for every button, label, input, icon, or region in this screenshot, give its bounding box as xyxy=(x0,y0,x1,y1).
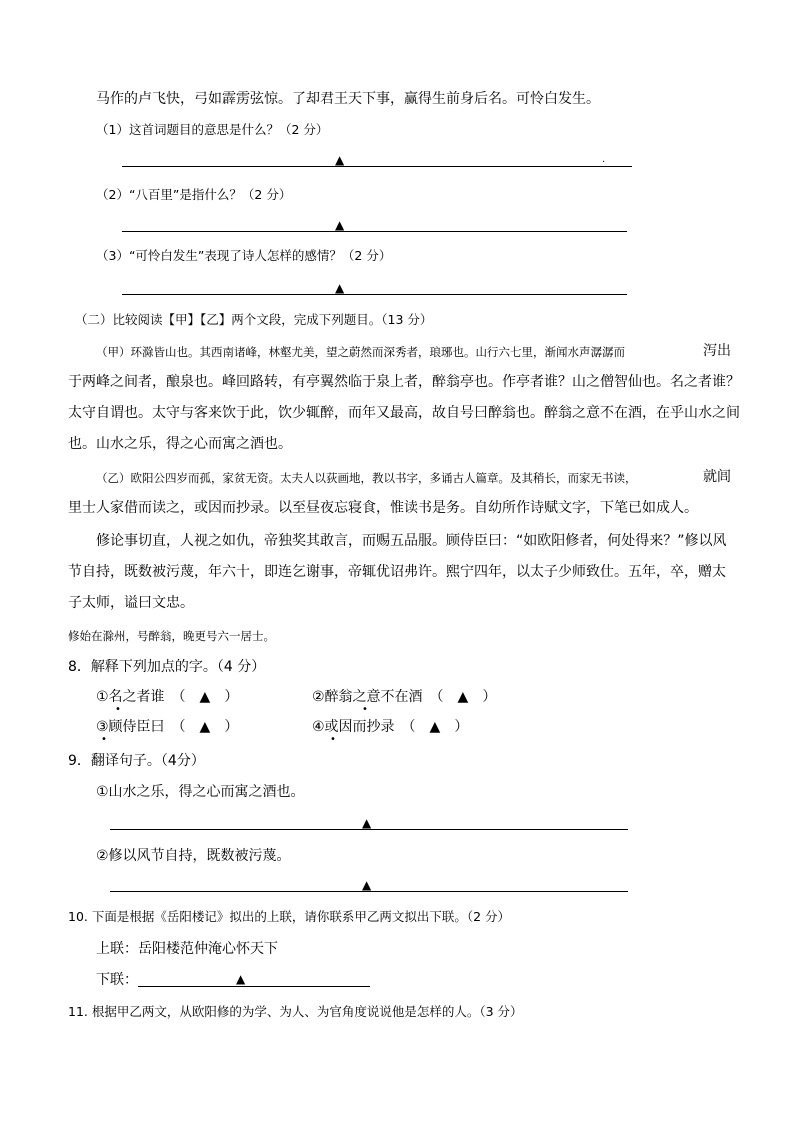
q8-item-4: ④或因而抄录 （ ▲ ） xyxy=(312,719,469,735)
answer-line-q2[interactable] xyxy=(122,231,627,232)
answer-mark: ▲ xyxy=(335,281,345,295)
question-8-title: 8．解释下列加点的字。（4 分） xyxy=(68,659,266,675)
passage-jia-line-4: 也。山水之乐，得之心而寓之酒也。 xyxy=(68,436,292,452)
answer-mark: ▲ xyxy=(335,153,345,167)
answer-line-q1[interactable] xyxy=(122,166,632,167)
q9-sentence-2: ②修以风节自持，既数被污蔑。 xyxy=(96,848,291,864)
passage-jia-line-2: 于两峰之间者，酿泉也。峰回路转，有亭翼然临于泉上者，醉翁亭也。作亭者谁？山之僧智仙也。名之者谁？ xyxy=(68,374,740,390)
question-3: （3）“可怜白发生”表现了诗人怎样的感情？（2 分） xyxy=(96,248,392,263)
answer-line-q3[interactable] xyxy=(122,294,627,295)
question-11-title: 11. 根据甲乙两文，从欧阳修的为学、为人、为官角度说说他是怎样的人。（3 分） xyxy=(68,1004,523,1019)
answer-line-q9-2[interactable] xyxy=(110,891,628,892)
answer-mark: ▲ xyxy=(236,972,246,986)
emphasis-dot: • xyxy=(362,704,368,715)
answer-line-q10[interactable] xyxy=(138,986,370,987)
passage-yi-line-1-end: 就闾 xyxy=(703,469,731,485)
answer-mark: ▲ xyxy=(362,816,372,830)
passage-yi-p2-line-1: 修论事切直，人视之如仇，帝独奖其敢言，而赐五品服。顾侍臣曰：“如欧阳修者，何处得来？”修以风 xyxy=(96,533,727,549)
section-title: （二）比较阅读【甲】【乙】两个文段，完成下列题目。（13 分） xyxy=(75,312,433,327)
emphasis-dot: • xyxy=(101,734,107,745)
question-1: （1）这首词题目的意思是什么？（2 分） xyxy=(96,122,329,137)
q8-item-3: ③顾侍臣曰 （ ▲ ） xyxy=(96,719,239,735)
q10-lower-label: 下联： xyxy=(96,972,138,988)
emphasis-dot: • xyxy=(330,734,336,745)
answer-mark: ▲ xyxy=(335,218,345,232)
question-10-title: 10. 下面是根据《岳阳楼记》拟出的上联，请你联系甲乙两文拟出下联。（2 分） xyxy=(68,909,511,924)
q8-item-2: ②醉翁之意不在酒 （ ▲ ） xyxy=(312,689,497,705)
passage-yi-p2-line-2: 节自持，既数被污蔑，年六十，即连乞谢事，帝辄优诏弗许。熙宁四年，以太子少师致仕。五年，卒，赠太 xyxy=(68,564,726,580)
passage-yi-line-2: 里士人家借而读之，或因而抄录。以至昼夜忘寝食，惟读书是务。自幼所作诗赋文字，下笔已如成人。 xyxy=(68,500,698,516)
q10-upper-couplet: 上联：岳阳楼范仲淹心怀天下 xyxy=(96,941,278,957)
question-2: （2）“八百里”是指什么？（2 分） xyxy=(96,187,292,202)
passage-jia-line-1-end: 泻出 xyxy=(703,343,731,359)
passage-yi-line-1: （乙）欧阳公四岁而孤，家贫无资。太夫人以荻画地，教以书字，多诵古人篇章。及其稍长，而家无书读， xyxy=(96,471,637,485)
passage-yi-p3: 修始在滁州，号醉翁，晚更号六一居士。 xyxy=(68,629,275,643)
question-9-title: 9．翻译句子。（4分） xyxy=(68,753,205,769)
answer-mark: ▲ xyxy=(362,878,372,892)
q8-item-1: ①名之者谁 （ ▲ ） xyxy=(96,689,239,705)
passage-jia-line-3: 太守自谓也。太守与客来饮于此，饮少辄醉，而年又最高，故自号曰醉翁也。醉翁之意不在酒，在乎山水之间 xyxy=(68,405,740,421)
poem-final-line: 马作的卢飞快，弓如霹雳弦惊。了却君王天下事，赢得生前身后名。可怜白发生。 xyxy=(96,91,600,107)
answer-line-q9-1[interactable] xyxy=(110,829,628,830)
passage-yi-p2-line-3: 子太师，谥曰文忠。 xyxy=(68,595,194,611)
stray-dot: . xyxy=(602,154,606,165)
passage-jia-line-1: （甲）环滁皆山也。其西南诸峰，林壑尤美，望之蔚然而深秀者，琅琊也。山行六七里，渐闻水声潺潺而 xyxy=(96,345,625,359)
q9-sentence-1: ①山水之乐，得之心而寓之酒也。 xyxy=(96,784,305,800)
emphasis-dot: • xyxy=(115,704,121,715)
